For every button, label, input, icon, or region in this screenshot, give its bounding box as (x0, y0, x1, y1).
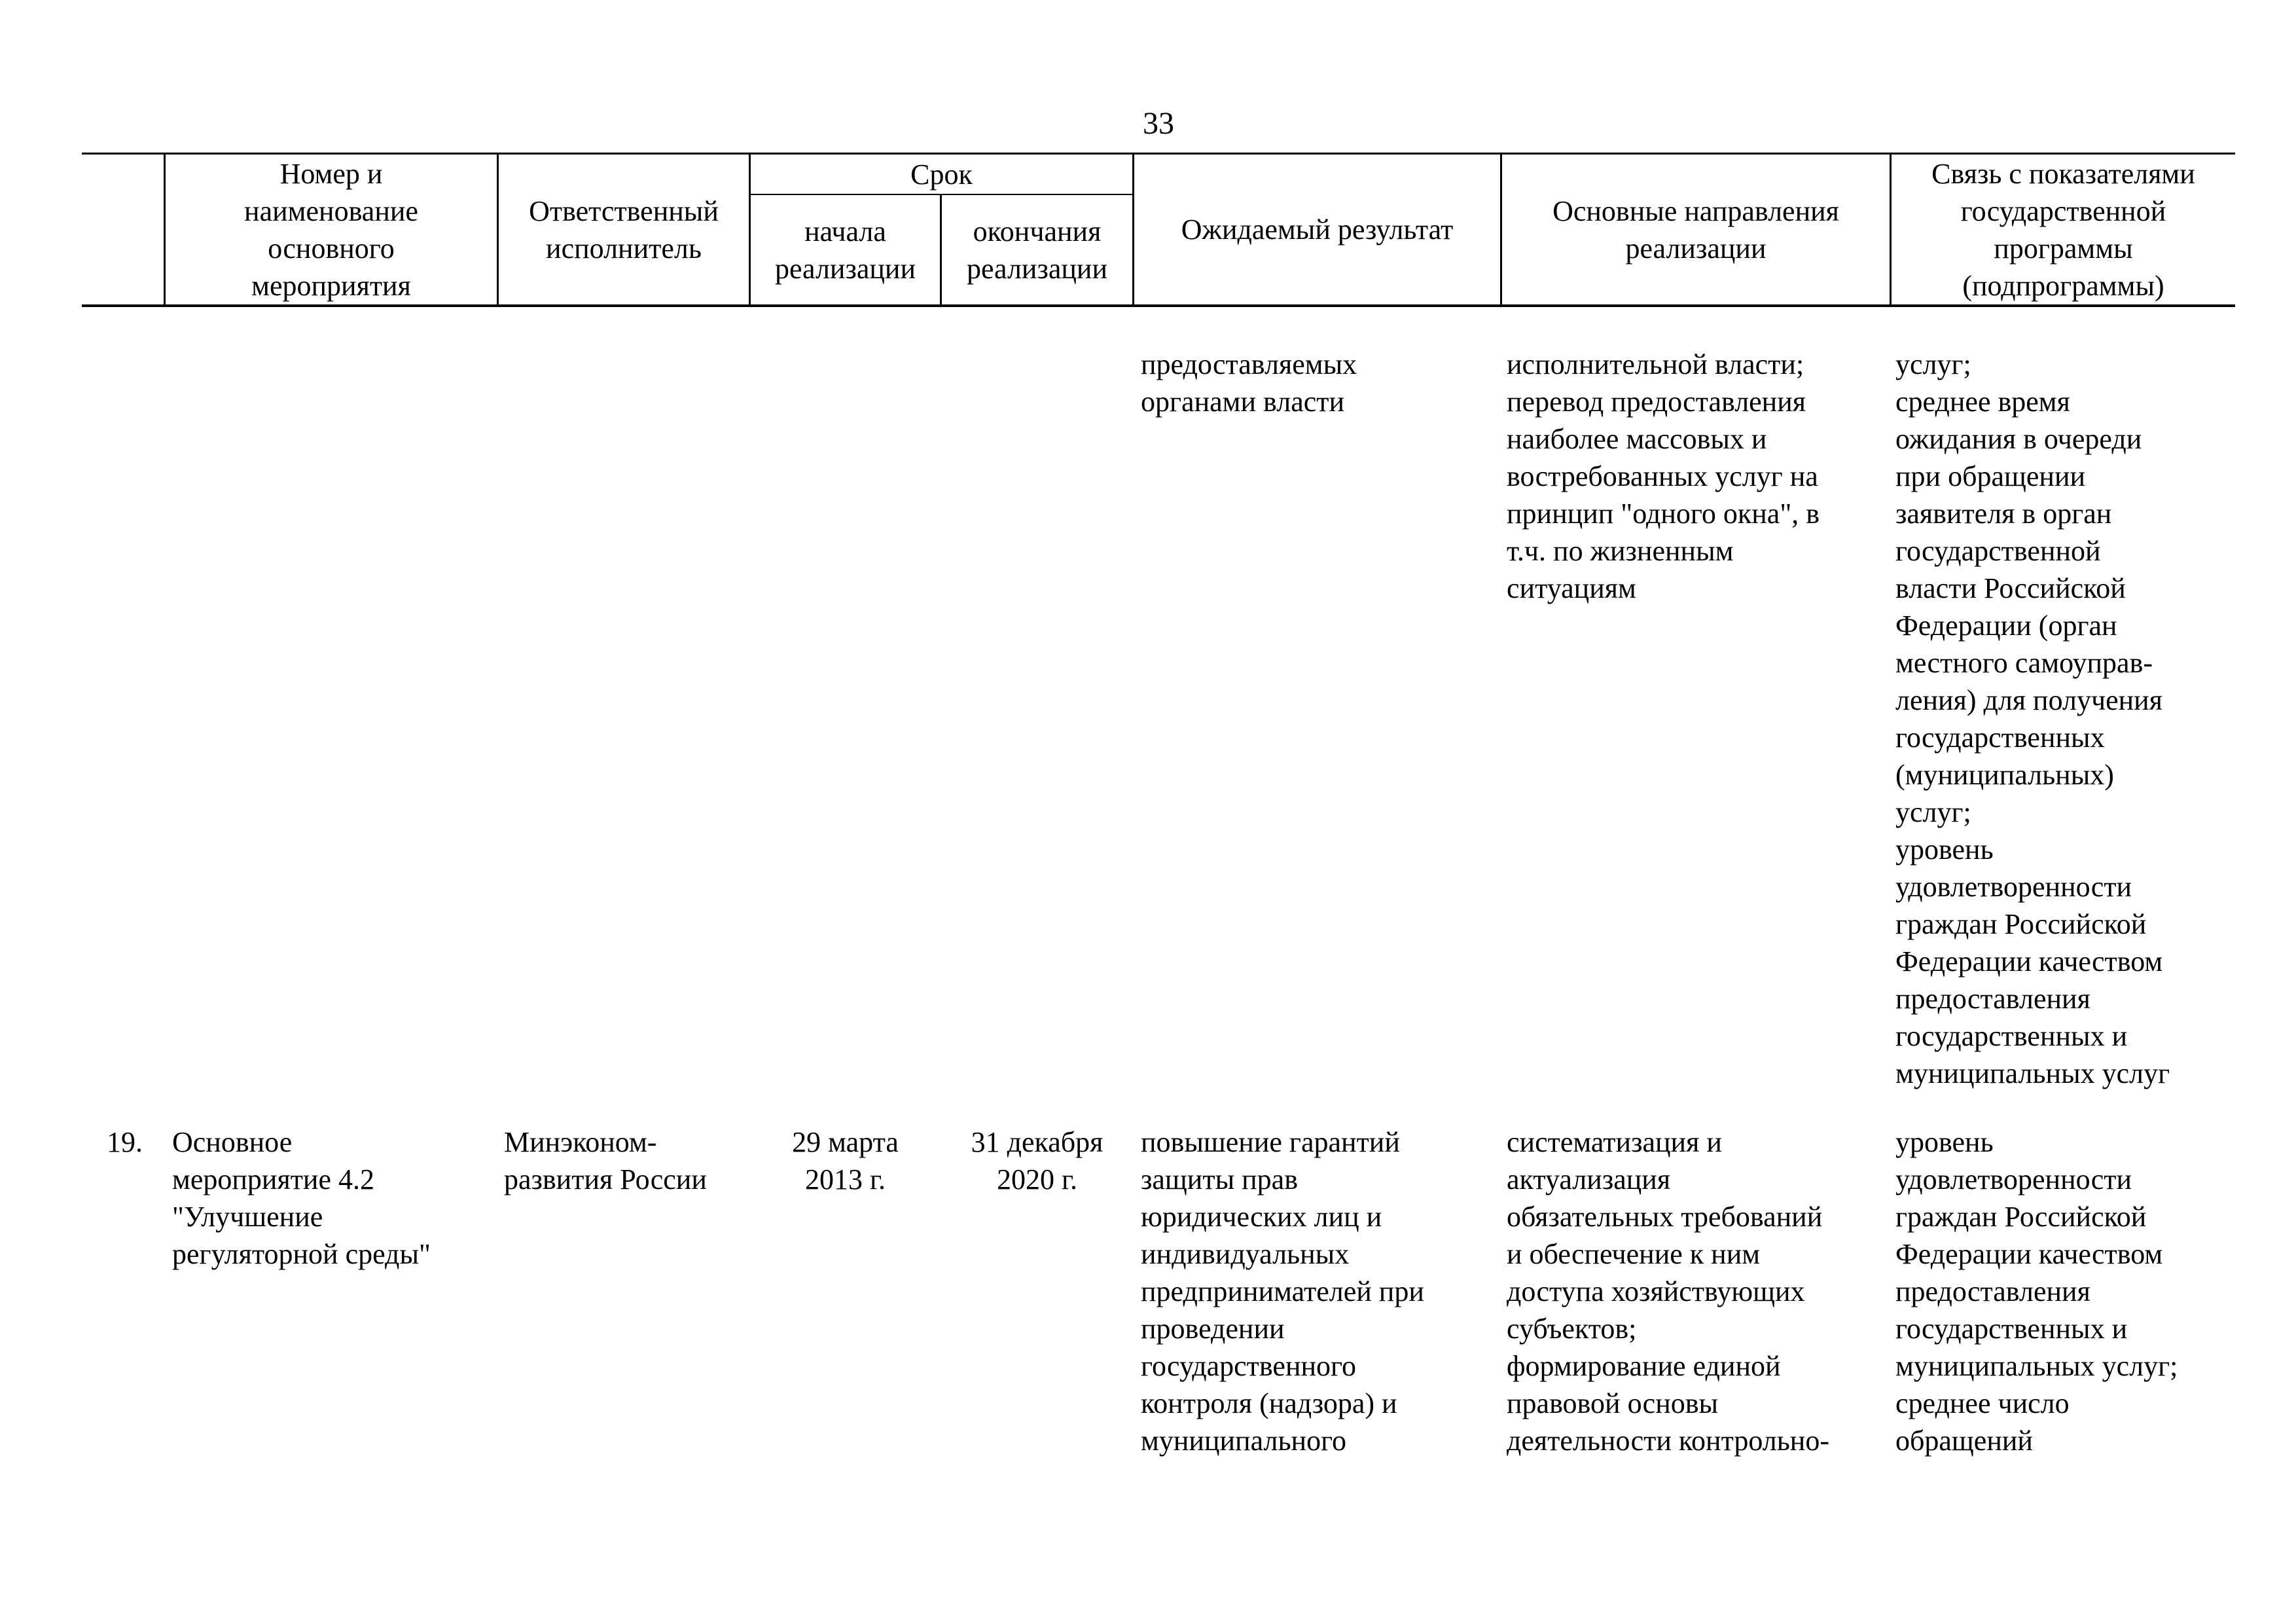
row-directions: систематизация и актуализация обязательных требований и обеспечение к ним доступа хозяйствующих субъектов; формирование единой правовой основы деятельности контрольно- (1507, 1126, 1829, 1457)
header-start: начала реализации (774, 215, 916, 285)
header-executor: Ответственный исполнитель (529, 194, 719, 264)
header-directions: Основные направления реализации (1552, 194, 1839, 264)
header-result: Ожидаемый результат (1181, 213, 1454, 246)
row-directions: исполнительной власти; перевод предоставления наиболее массовых и востребованных услуг на принцип "одного окна", в т.ч. по жизненным ситуациям (1507, 348, 1820, 604)
row-start: 29 марта 2013 г. (792, 1126, 899, 1195)
row-end: 31 декабря 2020 г. (971, 1126, 1103, 1195)
row-indicators: уровень удовлетворенности граждан Российской Федерации качеством предоставления государственных и муниципальных услуг; среднее число обращений (1895, 1126, 2178, 1457)
page-number: 33 (1143, 106, 1174, 141)
header-term: Срок (910, 158, 973, 191)
row-result: предоставляемых органами власти (1141, 348, 1357, 418)
row-indicators: услуг; среднее время ожидания в очереди при обращении заявителя в орган государственной власти Российской Федерации (орган местного самоуправ- ления) для получения государственных (муниципальных) услуг; уровень удовлетворенности граждан Российской Федерации качеством предоставления государственных и муниципальных услуг (1895, 348, 2170, 1089)
row-result: повышение гарантий защиты прав юридических лиц и индивидуальных предпринимателей при проведении государственного контроля (надзора) и муниципального (1141, 1126, 1424, 1457)
header-end: окончания реализации (966, 215, 1108, 285)
header-name: Номер и наименование основного мероприятия (244, 157, 418, 302)
header-indicators: Связь с показателями государственной программы (подпрограммы) (1931, 157, 2195, 302)
row-name: Основное мероприятие 4.2 "Улучшение регуляторной среды" (172, 1126, 431, 1270)
row-number: 19. (107, 1126, 143, 1158)
row-executor: Минэконом- развития России (504, 1126, 707, 1195)
header-bottom-border (82, 304, 2235, 307)
